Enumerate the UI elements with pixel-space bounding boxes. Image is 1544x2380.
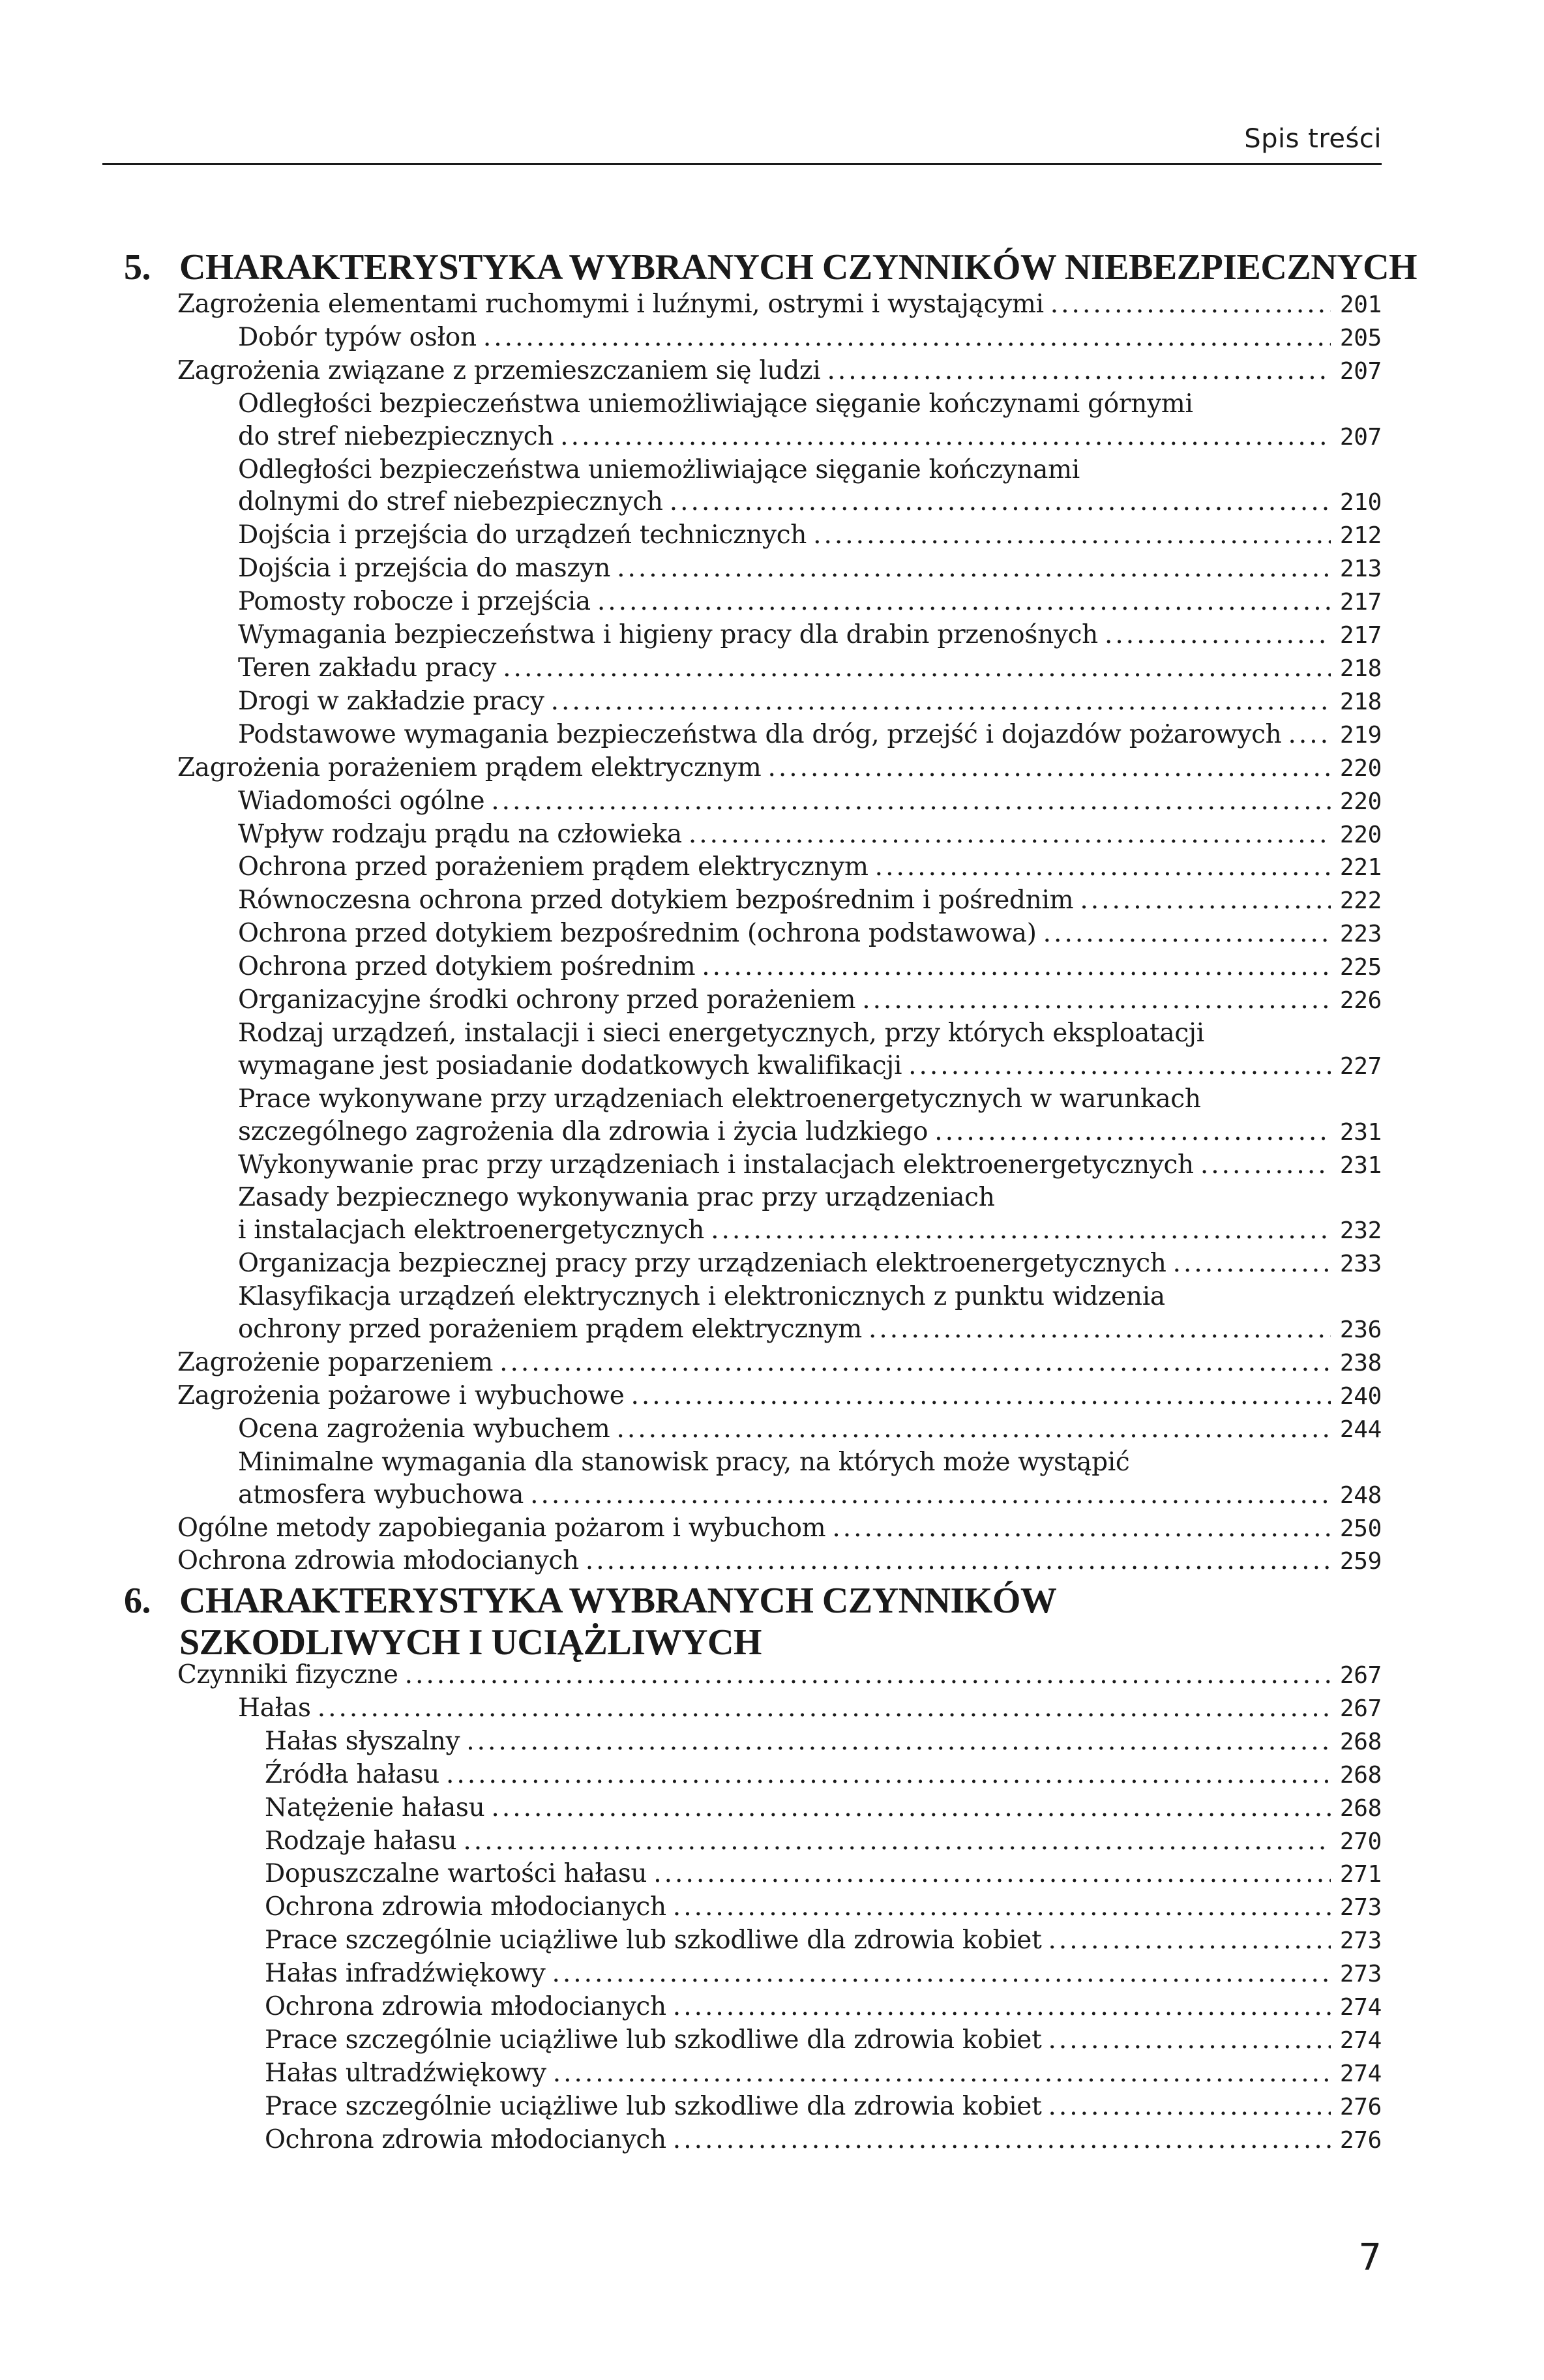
chapter-number: 6. bbox=[124, 1581, 151, 1621]
chapter-number: 5. bbox=[124, 247, 151, 288]
toc-entry-line bbox=[177, 1017, 1382, 1050]
toc-entry bbox=[177, 652, 1382, 685]
toc-entry bbox=[177, 355, 1382, 388]
toc-entry bbox=[177, 851, 1382, 884]
toc-entry-title: wymagane jest posiadanie dodatkowych kwalifikacji bbox=[238, 1050, 902, 1080]
toc-page-number: 240 bbox=[1339, 1382, 1382, 1410]
toc-page-number: 236 bbox=[1339, 1316, 1382, 1344]
toc-entry bbox=[177, 1659, 1382, 1692]
dot-leader bbox=[670, 486, 1331, 518]
toc-page-number: 274 bbox=[1339, 1994, 1382, 2021]
toc-entry-title: Prace szczególnie uciążliwe lub szkodliwe dla zdrowia kobiet bbox=[265, 1926, 1042, 1956]
toc-entry bbox=[177, 1214, 1382, 1247]
toc-entry-title: Odległości bezpieczeństwa uniemożliwiające sięganie kończynami górnymi bbox=[238, 389, 1193, 419]
dot-leader bbox=[1080, 884, 1331, 917]
toc-page-number: 217 bbox=[1339, 622, 1382, 649]
toc-page-number: 268 bbox=[1339, 1728, 1382, 1755]
toc-entry-title: Hałas bbox=[238, 1693, 311, 1723]
dot-leader bbox=[875, 851, 1331, 884]
dot-leader bbox=[862, 984, 1331, 1017]
dot-leader bbox=[530, 1479, 1331, 1511]
toc-entry-title: Wykonywanie prac przy urządzeniach i instalacjach elektroenergetycznych bbox=[238, 1150, 1194, 1180]
dot-leader bbox=[1043, 917, 1331, 950]
toc-page-number: 273 bbox=[1339, 1961, 1382, 1988]
toc-entry bbox=[177, 1149, 1382, 1182]
toc-entry-title: Zagrożenia elementami ruchomymi i luźnymi, ostrymi i wystającymi bbox=[177, 290, 1044, 319]
toc-entry-title: Minimalne wymagania dla stanowisk pracy, na których może wystąpić bbox=[238, 1447, 1130, 1477]
dot-leader bbox=[1105, 619, 1331, 651]
toc-entry-line bbox=[177, 388, 1382, 421]
toc-page-number: 225 bbox=[1339, 954, 1382, 981]
toc-entry-title: i instalacjach elektroenergetycznych bbox=[238, 1215, 705, 1245]
dot-leader bbox=[552, 1957, 1331, 1990]
dot-leader bbox=[446, 1759, 1331, 1791]
toc-entry bbox=[177, 1858, 1382, 1891]
dot-leader bbox=[934, 1116, 1331, 1148]
toc-page-number: 231 bbox=[1339, 1152, 1382, 1179]
toc-entry bbox=[177, 2057, 1382, 2090]
toc-page-number: 273 bbox=[1339, 1927, 1382, 1955]
toc-entry-title: Źródła hałasu bbox=[265, 1759, 439, 1789]
toc-entry-title: Zagrożenia związane z przemieszczaniem się ludzi bbox=[177, 355, 821, 385]
dot-leader bbox=[617, 552, 1331, 585]
toc-entry bbox=[177, 2090, 1382, 2124]
toc-entry-title: Dobór typów osłon bbox=[238, 322, 477, 352]
chapter-5-heading bbox=[124, 246, 1417, 288]
toc-entry-title: Drogi w zakładzie pracy bbox=[238, 686, 544, 716]
toc-entry-title: Prace wykonywane przy urządzeniach elektroenergetycznych w warunkach bbox=[238, 1084, 1201, 1114]
toc-page-number: 268 bbox=[1339, 1761, 1382, 1789]
toc-page-number: 259 bbox=[1339, 1548, 1382, 1575]
toc-entry bbox=[177, 2024, 1382, 2057]
toc-entry-title: Wiadomości ogólne bbox=[238, 786, 485, 816]
toc-entry-title: Hałas infradźwiękowy bbox=[265, 1959, 546, 1989]
dot-leader bbox=[491, 1792, 1331, 1824]
toc-page-number: 210 bbox=[1339, 489, 1382, 516]
toc-entry bbox=[177, 1380, 1382, 1413]
toc-entry bbox=[177, 552, 1382, 586]
toc-page-number: 238 bbox=[1339, 1350, 1382, 1376]
dot-leader bbox=[551, 685, 1331, 718]
toc-entry-title: dolnymi do stref niebezpiecznych bbox=[238, 487, 663, 517]
chapter-5-entries bbox=[177, 288, 1382, 1578]
toc-entry bbox=[177, 1792, 1382, 1825]
toc-page-number: 213 bbox=[1339, 556, 1382, 583]
toc-entry-title: Zasady bezpiecznego wykonywania prac przy urządzeniach bbox=[238, 1183, 995, 1213]
toc-entry bbox=[177, 1725, 1382, 1759]
toc-entry-title: Ochrona przed dotykiem pośrednim bbox=[238, 952, 696, 982]
toc-page-number: 274 bbox=[1339, 2060, 1382, 2087]
toc-entry bbox=[177, 884, 1382, 917]
toc-entry-title: Ogólne metody zapobiegania pożarom i wybuchom bbox=[177, 1513, 826, 1543]
dot-leader bbox=[463, 1825, 1331, 1858]
toc-entry-title: Organizacyjne środki ochrony przed porażeniem bbox=[238, 985, 856, 1015]
toc-entry-title: Dopuszczalne wartości hałasu bbox=[265, 1859, 647, 1889]
toc-entry bbox=[177, 951, 1382, 984]
chapter-title: CHARAKTERYSTYKA WYBRANYCH CZYNNIKÓW NIEBEZPIECZNYCH bbox=[179, 247, 1418, 288]
toc-page-number: 219 bbox=[1339, 721, 1382, 749]
dot-leader bbox=[466, 1725, 1331, 1758]
toc-page-number: 248 bbox=[1339, 1481, 1382, 1509]
toc-entry-title: Czynniki fizyczne bbox=[177, 1660, 398, 1689]
toc-entry bbox=[177, 785, 1382, 818]
toc-entry-title: Zagrożenie poparzeniem bbox=[177, 1348, 494, 1377]
toc-page-number: 268 bbox=[1339, 1794, 1382, 1822]
toc-page-number: 276 bbox=[1339, 2093, 1382, 2120]
toc-entry bbox=[177, 984, 1382, 1017]
toc-page-number: 276 bbox=[1339, 2126, 1382, 2154]
toc-entry bbox=[177, 1313, 1382, 1346]
header-rule bbox=[102, 163, 1382, 165]
toc-entry-title: Hałas ultradźwiękowy bbox=[265, 2058, 546, 2088]
toc-entry-title: Prace szczególnie uciążliwe lub szkodliwe dla zdrowia kobiet bbox=[265, 2025, 1042, 2055]
toc-page-number: 226 bbox=[1339, 987, 1382, 1015]
toc-entry-title: do stref niebezpiecznych bbox=[238, 421, 554, 451]
toc-entry bbox=[177, 1692, 1382, 1725]
dot-leader bbox=[767, 752, 1331, 784]
dot-leader bbox=[702, 951, 1331, 983]
dot-leader bbox=[1048, 2090, 1331, 2123]
toc-entry-title: Równoczesna ochrona przed dotykiem bezpośrednim i pośrednim bbox=[238, 885, 1074, 915]
toc-entry bbox=[177, 1991, 1382, 2024]
dot-leader bbox=[673, 1991, 1331, 2023]
toc-page-number: 244 bbox=[1339, 1416, 1382, 1443]
dot-leader bbox=[318, 1692, 1331, 1725]
toc-entry-title: Ochrona zdrowia młodocianych bbox=[265, 1992, 666, 2022]
dot-leader bbox=[832, 1512, 1331, 1545]
toc-entry-title: Ochrona zdrowia młodocianych bbox=[265, 2124, 666, 2154]
chapter-title: CHARAKTERYSTYKA WYBRANYCH CZYNNIKÓW SZKODLIWYCH I UCIĄŻLIWYCH bbox=[179, 1581, 1057, 1663]
toc-entry bbox=[177, 288, 1382, 321]
toc-entry-title: Klasyfikacja urządzeń elektrycznych i elektronicznych z punktu widzenia bbox=[238, 1282, 1165, 1312]
toc-page-number: 270 bbox=[1339, 1828, 1382, 1855]
toc-entry-line bbox=[177, 1182, 1382, 1214]
toc-entry-title: atmosfera wybuchowa bbox=[238, 1480, 524, 1510]
toc-page-number: 220 bbox=[1339, 754, 1382, 782]
dot-leader bbox=[503, 652, 1331, 685]
toc-entry-title: Organizacja bezpiecznej pracy przy urządzeniach elektroenergetycznych bbox=[238, 1249, 1166, 1279]
toc-entry-title: Pomosty robocze i przejścia bbox=[238, 587, 591, 617]
dot-leader bbox=[491, 785, 1331, 818]
dot-leader bbox=[653, 1858, 1331, 1890]
toc-entry bbox=[177, 719, 1382, 752]
toc-entry bbox=[177, 619, 1382, 652]
toc-entry bbox=[177, 519, 1382, 552]
running-head: Spis treści bbox=[1244, 124, 1382, 154]
toc-entry-title: Rodzaj urządzeń, instalacji i sieci energetycznych, przy których eksploatacji bbox=[238, 1018, 1204, 1048]
toc-entry bbox=[177, 818, 1382, 852]
dot-leader bbox=[597, 586, 1331, 618]
toc-page-number: 232 bbox=[1339, 1217, 1382, 1245]
toc-entry bbox=[177, 917, 1382, 951]
toc-page-number: 220 bbox=[1339, 788, 1382, 815]
toc-entry-title: Ochrona zdrowia młodocianych bbox=[265, 1892, 666, 1922]
toc-entry bbox=[177, 1545, 1382, 1578]
toc-page-number: 207 bbox=[1339, 423, 1382, 451]
toc-page-number: 223 bbox=[1339, 921, 1382, 948]
toc-page-number: 212 bbox=[1339, 522, 1382, 550]
toc-entry bbox=[177, 1413, 1382, 1446]
toc-entry bbox=[177, 321, 1382, 355]
toc-entry-title: ochrony przed porażeniem prądem elektrycznym bbox=[238, 1315, 862, 1345]
toc-page-number: 218 bbox=[1339, 655, 1382, 682]
dot-leader bbox=[813, 519, 1331, 552]
toc-entry bbox=[177, 752, 1382, 785]
toc-entry bbox=[177, 685, 1382, 719]
toc-entry-title: Zagrożenia pożarowe i wybuchowe bbox=[177, 1380, 625, 1410]
dot-leader bbox=[711, 1214, 1331, 1247]
dot-leader bbox=[1048, 1924, 1331, 1957]
toc-page-number: 271 bbox=[1339, 1861, 1382, 1888]
dot-leader bbox=[1288, 719, 1331, 751]
toc-entry-title: Odległości bezpieczeństwa uniemożliwiające sięganie kończynami bbox=[238, 454, 1080, 484]
dot-leader bbox=[908, 1050, 1331, 1082]
dot-leader bbox=[616, 1413, 1331, 1446]
toc-entry bbox=[177, 1346, 1382, 1380]
toc-page-number: 267 bbox=[1339, 1662, 1382, 1689]
toc-entry-title: Dojścia i przejścia do urządzeń technicznych bbox=[238, 520, 807, 550]
dot-leader bbox=[405, 1659, 1331, 1691]
toc-entry bbox=[177, 586, 1382, 619]
toc-entry-title: Teren zakładu pracy bbox=[238, 653, 497, 683]
toc-page-number: 233 bbox=[1339, 1251, 1382, 1278]
toc-entry-line bbox=[177, 1446, 1382, 1479]
toc-entry bbox=[177, 1512, 1382, 1545]
toc-entry-title: Dojścia i przejścia do maszyn bbox=[238, 554, 611, 584]
toc-entry bbox=[177, 1050, 1382, 1083]
chapter-6-entries bbox=[177, 1659, 1382, 2157]
toc-entry-title: Podstawowe wymagania bezpieczeństwa dla dróg, przejść i dojazdów pożarowych bbox=[238, 719, 1282, 749]
dot-leader bbox=[483, 321, 1331, 354]
dot-leader bbox=[1173, 1247, 1331, 1280]
toc-entry-title: Zagrożenia porażeniem prądem elektrycznym bbox=[177, 752, 762, 782]
toc-entry-line bbox=[177, 1083, 1382, 1116]
toc-entry-title: Ocena zagrożenia wybuchem bbox=[238, 1414, 610, 1444]
toc-page-number: 267 bbox=[1339, 1695, 1382, 1722]
dot-leader bbox=[1048, 2024, 1331, 2057]
dot-leader bbox=[553, 2057, 1331, 2090]
dot-leader bbox=[673, 2124, 1331, 2156]
toc-entry-title: Hałas słyszalny bbox=[265, 1726, 460, 1756]
toc-page-number: 201 bbox=[1339, 291, 1382, 318]
toc-entry-title: Wymagania bezpieczeństwa i higieny pracy dla drabin przenośnych bbox=[238, 620, 1098, 650]
dot-leader bbox=[499, 1346, 1331, 1379]
toc-entry-title: Rodzaje hałasu bbox=[265, 1826, 457, 1856]
toc-entry bbox=[177, 421, 1382, 454]
toc-page-number: 231 bbox=[1339, 1118, 1382, 1146]
toc-entry bbox=[177, 1247, 1382, 1281]
toc-entry bbox=[177, 2124, 1382, 2157]
toc-entry-title: Natężenie hałasu bbox=[265, 1792, 485, 1822]
dot-leader bbox=[827, 355, 1331, 387]
toc-page-number: 207 bbox=[1339, 357, 1382, 385]
toc-entry-title: Ochrona przed dotykiem bezpośrednim (ochrona podstawowa) bbox=[238, 919, 1037, 949]
toc-entry bbox=[177, 1924, 1382, 1957]
toc-entry bbox=[177, 1759, 1382, 1792]
dot-leader bbox=[1050, 288, 1331, 321]
toc-page-number: 274 bbox=[1339, 2027, 1382, 2054]
toc-entry-title: Ochrona zdrowia młodocianych bbox=[177, 1546, 579, 1576]
toc-page-number: 217 bbox=[1339, 589, 1382, 616]
toc-page-number: 205 bbox=[1339, 324, 1382, 351]
toc-entry bbox=[177, 1825, 1382, 1858]
toc-entry-title: Ochrona przed porażeniem prądem elektrycznym bbox=[238, 852, 868, 882]
toc-entry-line bbox=[177, 454, 1382, 486]
toc-entry bbox=[177, 1957, 1382, 1991]
dot-leader bbox=[1200, 1149, 1331, 1182]
toc-page-number: 250 bbox=[1339, 1515, 1382, 1542]
toc-page-number: 221 bbox=[1339, 854, 1382, 882]
dot-leader bbox=[868, 1313, 1331, 1346]
dot-leader bbox=[673, 1891, 1331, 1924]
dot-leader bbox=[586, 1545, 1331, 1577]
toc-page-number: 222 bbox=[1339, 887, 1382, 915]
page-number: 7 bbox=[1358, 2237, 1382, 2279]
dot-leader bbox=[560, 421, 1331, 453]
toc-entry-title: Wpływ rodzaju prądu na człowieka bbox=[238, 819, 682, 849]
toc-entry bbox=[177, 1116, 1382, 1149]
dot-leader bbox=[631, 1380, 1331, 1412]
toc-entry-title: Prace szczególnie uciążliwe lub szkodliwe dla zdrowia kobiet bbox=[265, 2091, 1042, 2121]
toc-page-number: 218 bbox=[1339, 688, 1382, 715]
toc-page-number: 227 bbox=[1339, 1052, 1382, 1080]
toc-page-number: 273 bbox=[1339, 1894, 1382, 1922]
chapter-6-heading bbox=[124, 1580, 1056, 1663]
toc-entry-title: szczególnego zagrożenia dla zdrowia i życia ludzkiego bbox=[238, 1116, 928, 1146]
dot-leader bbox=[689, 818, 1331, 851]
toc-entry-line bbox=[177, 1281, 1382, 1313]
toc-entry bbox=[177, 1479, 1382, 1512]
toc-entry bbox=[177, 486, 1382, 519]
toc-entry bbox=[177, 1891, 1382, 1924]
toc-page-number: 220 bbox=[1339, 821, 1382, 848]
